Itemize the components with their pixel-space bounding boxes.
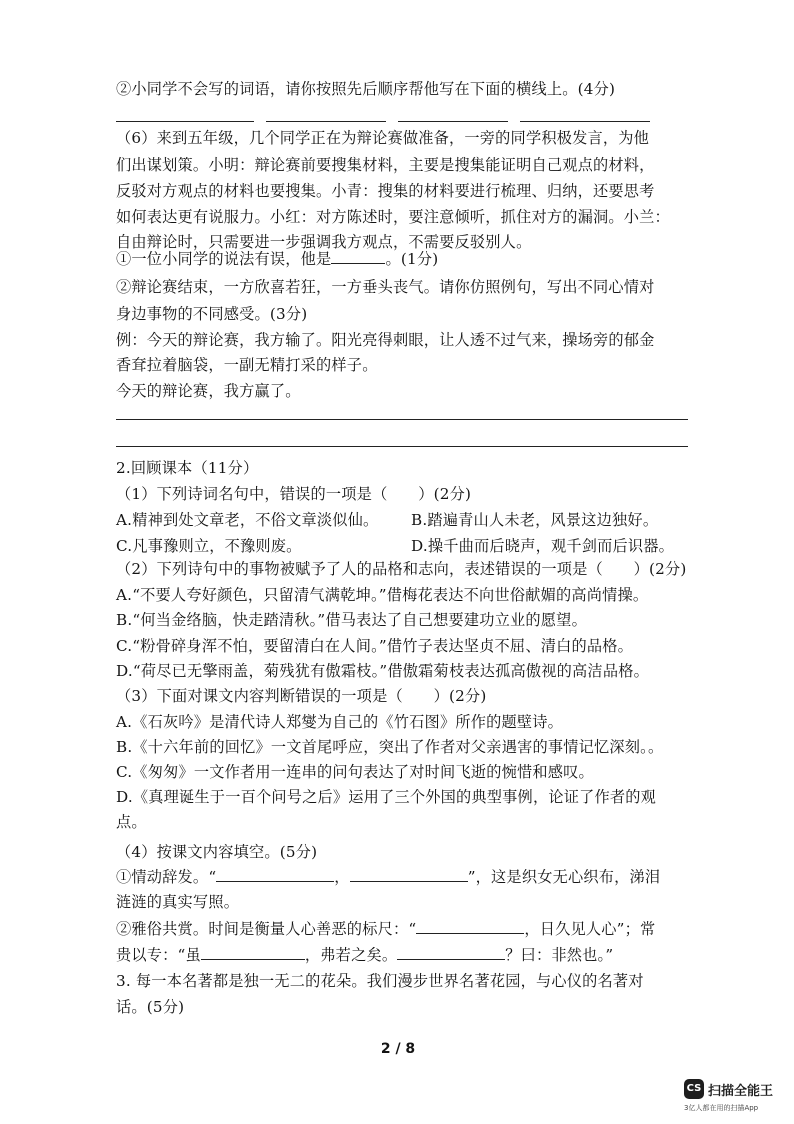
answer-blank[interactable]: [416, 919, 524, 934]
option-d: D.《真理诞生于一百个问号之后》运用了三个外国的典型事例，论证了作者的观: [116, 788, 657, 806]
question-text: ①一位小同学的说法有误，他是: [116, 250, 332, 268]
fill-in-text: ，弗若之矣。: [304, 946, 398, 964]
example-sentence: 例：今天的辩论赛，我方输了。阳光亮得刺眼，让人透不过气来，操场旁的郁金: [116, 331, 655, 349]
fill-in-text: 贵以专：“虽: [116, 946, 201, 964]
section-3-heading-cont: 话。(5分): [116, 998, 185, 1016]
scanner-logo-icon: CS: [684, 1079, 704, 1099]
answer-blank[interactable]: [397, 945, 505, 960]
paragraph-line: 身边事物的不同感受。(3分): [116, 305, 308, 323]
scanner-watermark: [684, 1079, 784, 1119]
option-a: A.精神到处文章老，不俗文章淡似仙。: [116, 511, 379, 529]
options-row: [116, 535, 696, 557]
options-row: [116, 509, 696, 531]
fill-in-1: [116, 866, 696, 888]
fill-in-2: [116, 918, 696, 940]
paragraph-line: 如何表达更有说服力。小红：对方陈述时，要注意倾听，抓住对方的漏洞。小兰：: [116, 208, 670, 226]
fill-in-prompt: ②雅俗共赏。时间是衡量人心善恶的标尺：“: [116, 920, 417, 938]
fill-in-2-cont: [116, 944, 696, 966]
score-note: 。(1分): [385, 250, 439, 268]
option-d: D.操千曲而后晓声，观千剑而后识器。: [411, 537, 675, 555]
answer-blank[interactable]: [216, 867, 334, 882]
fill-in-text: ，日久见人心”；常: [524, 920, 656, 938]
question-2-4: （4）按课文内容填空。(5分): [116, 843, 318, 861]
option-c: C.“粉骨碎身浑不怕，要留清白在人间。”借竹子表达坚贞不屈、清白的品格。: [116, 637, 634, 655]
question-1-5-part2: ②小同学不会写的词语，请你按照先后顺序帮他写在下面的横线上。(4分): [116, 80, 616, 98]
paragraph-line: 们出谋划策。小明：辩论赛前要搜集材料，主要是搜集能证明自己观点的材料，: [116, 156, 655, 174]
sentence-prompt: 今天的辩论赛，我方赢了。: [116, 382, 301, 400]
example-sentence-cont: 香耷拉着脑袋，一副无精打采的样子。: [116, 356, 378, 374]
option-d: D.“荷尽已无擎雨盖，菊残犹有傲霜枝。”借傲霜菊枝表达孤高傲视的高洁品格。: [116, 662, 649, 680]
question-1-6-sub2: ②辩论赛结束，一方欣喜若狂，一方垂头丧气。请你仿照例句，写出不同心情对: [116, 278, 655, 296]
option-c: C.凡事豫则立，不豫则废。: [116, 537, 302, 555]
answer-line-3: [398, 121, 508, 122]
question-1-6-sub1: [116, 248, 696, 270]
question-2-1: （1）下列诗词名句中，错误的一项是（ ）(2分): [116, 485, 472, 503]
scanner-app-name: 扫描全能王: [708, 1084, 774, 1099]
punctuation: ，: [334, 868, 350, 886]
option-b: B.“何当金络脑，快走踏清秋。”借马表达了自己想要建功立业的愿望。: [116, 611, 587, 629]
answer-blank[interactable]: [201, 945, 305, 960]
option-d-cont: 点。: [116, 813, 147, 831]
answer-blank[interactable]: [331, 249, 385, 264]
option-a: A.“不要人夸好颜色，只留清气满乾坤。”借梅花表达不向世俗献媚的高尚情操。: [116, 586, 649, 604]
section-3-heading: 3. 每一本名著都是独一无二的花朵。我们漫步世界名著花园，与心仪的名著对: [116, 972, 644, 990]
option-a: A.《石灰吟》是清代诗人郑燮为自己的《竹石图》所作的题壁诗。: [116, 713, 564, 731]
fill-in-text: ？曰：非然也。”: [505, 946, 614, 964]
writing-line-1: [116, 419, 688, 420]
question-2-3: （3）下面对课文内容判断错误的一项是（ ）(2分): [116, 687, 487, 705]
answer-blank[interactable]: [350, 867, 468, 882]
section-2-heading: 2.回顾课本（11分）: [116, 459, 259, 477]
answer-line-2: [266, 121, 386, 122]
answer-line-4: [520, 121, 650, 122]
answer-line-1: [116, 121, 254, 122]
paragraph-line: 自由辩论时，只需要进一步强调我方观点，不需要反驳别人。: [116, 233, 532, 251]
question-1-6: （6）来到五年级，几个同学正在为辩论赛做准备，一旁的同学积极发言，为他: [116, 129, 650, 147]
option-b: B.《十六年前的回忆》一文首尾呼应，突出了作者对父亲遇害的事情记忆深刻。。: [116, 738, 664, 756]
page-number: 2 / 8: [380, 1041, 416, 1057]
fill-in-prompt: ①情动辞发。“: [116, 868, 217, 886]
option-c: C.《匆匆》一文作者用一连串的问句表达了对时间飞逝的惋惜和感叹。: [116, 763, 594, 781]
option-b: B.踏遍青山人未老，风景这边独好。: [411, 511, 659, 529]
paragraph-line: 反驳对方观点的材料也要搜集。小青：搜集的材料要进行梳理、归纳，还要思考: [116, 182, 655, 200]
fill-in-text: ”，这是织女无心织布，涕泪: [467, 868, 661, 886]
scanner-tagline: 3亿人都在用的扫描App: [684, 1104, 759, 1112]
fill-in-1-cont: 涟涟的真实写照。: [116, 893, 240, 911]
writing-line-2: [116, 446, 688, 447]
question-2-2: （2）下列诗句中的事物被赋予了人的品格和志向，表述错误的一项是（ ）(2分): [116, 560, 687, 578]
